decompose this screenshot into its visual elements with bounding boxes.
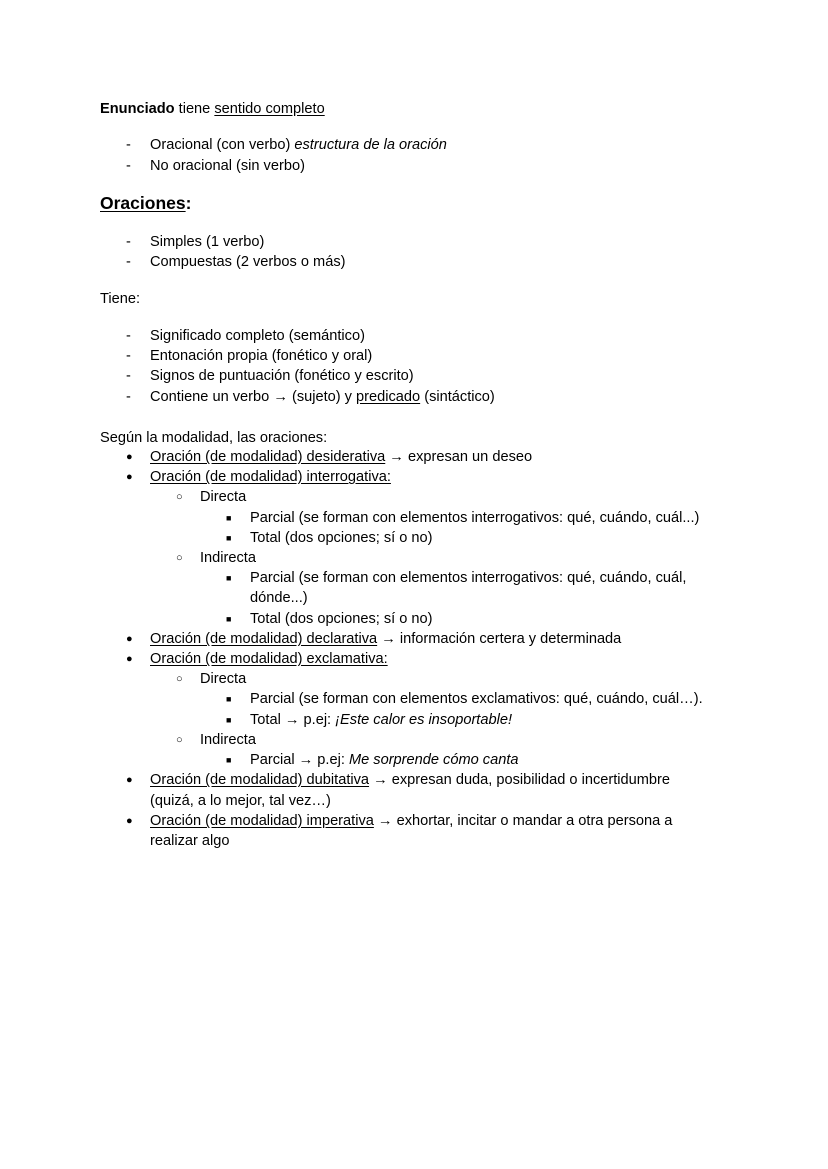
item-text: → información certera y determinada xyxy=(377,631,622,647)
square-marker: ■ xyxy=(226,694,232,704)
dash-marker: - xyxy=(126,158,131,174)
enunciado-term: Enunciado xyxy=(100,101,175,117)
dash-marker: - xyxy=(126,348,131,364)
square-marker: ■ xyxy=(226,513,232,523)
heading-colon: : xyxy=(185,193,192,213)
list-item: Parcial (se forman con elementos exclamativos: qué, cuándo, cuál…). xyxy=(250,691,703,707)
square-marker: ■ xyxy=(226,715,232,725)
list-item: Indirecta xyxy=(200,550,256,566)
predicado-term: predicado xyxy=(356,389,421,405)
square-marker: ■ xyxy=(226,755,232,765)
item-text: → expresan duda, posibilidad o incertidumbre xyxy=(369,772,670,788)
item-text: → expresan un deseo xyxy=(385,449,533,465)
item-text: Total → p.ej: xyxy=(250,712,336,728)
item-text: Contiene un verbo → (sujeto) y xyxy=(150,389,357,405)
list-item xyxy=(150,447,532,467)
item-italic: estructura de la oración xyxy=(294,137,447,153)
list-item xyxy=(250,710,512,730)
list-item: No oracional (sin verbo) xyxy=(150,158,305,174)
list-item xyxy=(250,750,519,770)
list-item: Signos de puntuación (fonético y escrito) xyxy=(150,368,414,384)
tiene-label: Tiene: xyxy=(100,291,141,307)
list-item xyxy=(150,770,670,790)
enunciado-connector: tiene xyxy=(174,101,215,117)
oraciones-heading xyxy=(100,193,191,213)
sentido-completo: sentido completo xyxy=(214,101,325,117)
bullet-marker: ● xyxy=(126,451,133,463)
list-item-continuation: dónde...) xyxy=(250,590,308,606)
list-item xyxy=(150,135,447,155)
item-text: Parcial → p.ej: xyxy=(250,752,349,768)
modalidad-name: Oración (de modalidad) imperativa xyxy=(150,813,374,829)
dash-marker: - xyxy=(126,234,131,250)
list-item: Directa xyxy=(200,671,247,687)
square-marker: ■ xyxy=(226,573,232,583)
list-item-continuation: realizar algo xyxy=(150,833,230,849)
list-item: Parcial (se forman con elementos interrogativos: qué, cuándo, cuál, xyxy=(250,570,687,586)
list-item xyxy=(150,811,672,831)
item-text: Oracional (con verbo) xyxy=(150,137,295,153)
bullet-marker: ● xyxy=(126,815,133,827)
enunciado-line xyxy=(100,99,325,119)
bullet-marker: ● xyxy=(126,774,133,786)
circle-marker: ○ xyxy=(176,491,183,503)
list-item: Significado completo (semántico) xyxy=(150,328,365,344)
example-italic: ¡Este calor es insoportable! xyxy=(335,712,513,728)
modalidad-intro: Según la modalidad, las oraciones: xyxy=(100,430,328,446)
modalidad-name: Oración (de modalidad) interrogativa: xyxy=(150,469,391,485)
square-marker: ■ xyxy=(226,533,232,543)
list-item: Total (dos opciones; sí o no) xyxy=(250,611,433,627)
list-item: Total (dos opciones; sí o no) xyxy=(250,530,433,546)
dash-marker: - xyxy=(126,137,131,153)
list-item: Compuestas (2 verbos o más) xyxy=(150,254,346,270)
modalidad-name: Oración (de modalidad) desiderativa xyxy=(150,449,386,465)
item-text: → exhortar, incitar o mandar a otra persona a xyxy=(373,813,673,829)
bullet-marker: ● xyxy=(126,471,133,483)
modalidad-name: Oración (de modalidad) declarativa xyxy=(150,631,378,647)
bullet-marker: ● xyxy=(126,633,133,645)
example-italic: Me sorprende cómo canta xyxy=(348,752,519,768)
heading-text: Oraciones xyxy=(100,193,186,213)
bullet-marker: ● xyxy=(126,653,133,665)
item-text: (sintáctico) xyxy=(420,389,495,405)
circle-marker: ○ xyxy=(176,734,183,746)
list-item: Parcial (se forman con elementos interrogativos: qué, cuándo, cuál...) xyxy=(250,510,700,526)
dash-marker: - xyxy=(126,328,131,344)
circle-marker: ○ xyxy=(176,552,183,564)
list-item-continuation: (quizá, a lo mejor, tal vez…) xyxy=(150,793,331,809)
list-item: Indirecta xyxy=(200,732,256,748)
modalidad-name: Oración (de modalidad) exclamativa: xyxy=(150,651,388,667)
square-marker: ■ xyxy=(226,614,232,624)
list-item: Entonación propia (fonético y oral) xyxy=(150,348,373,364)
list-item xyxy=(150,387,495,407)
list-item: Simples (1 verbo) xyxy=(150,234,265,250)
circle-marker: ○ xyxy=(176,673,183,685)
modalidad-name: Oración (de modalidad) dubitativa xyxy=(150,772,370,788)
list-item xyxy=(150,629,621,649)
list-item: Directa xyxy=(200,489,247,505)
dash-marker: - xyxy=(126,368,131,384)
dash-marker: - xyxy=(126,254,131,270)
dash-marker: - xyxy=(126,389,131,405)
